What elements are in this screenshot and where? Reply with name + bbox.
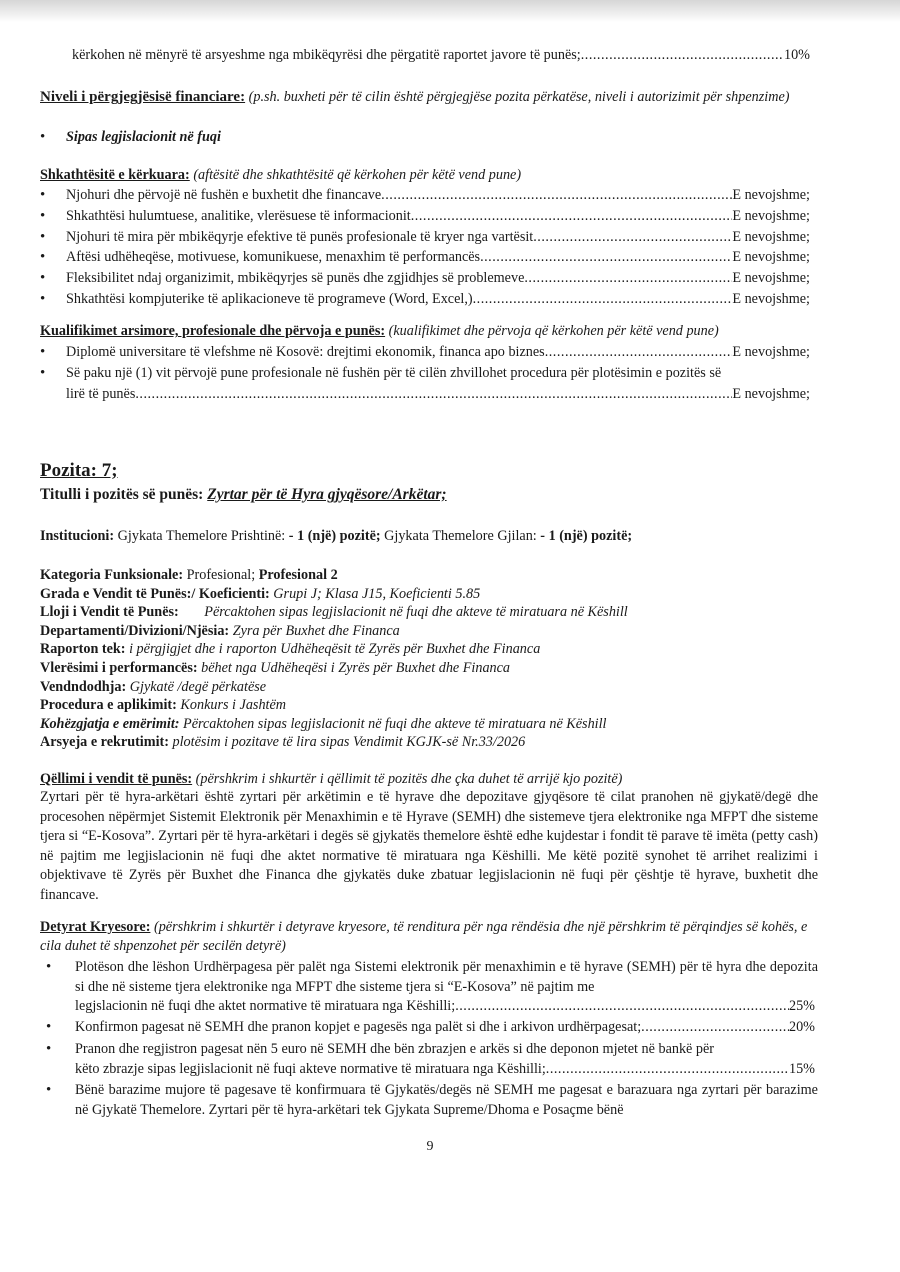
field-row: Lloji i Vendit të Punës: Përcaktohen sipas legjislacionit në fuqi dhe akteve të miratuara në Këshill: [40, 604, 628, 621]
field-row: Procedura e aplikimit: Konkurs i Jashtëm: [40, 697, 287, 714]
qualification-item-2-line2: lirë të punës ..... E nevojshme;: [66, 385, 810, 404]
qualifications-heading-line: [40, 322, 820, 341]
bullet-icon: [40, 207, 58, 226]
field-row: Raporton tek: i përgjigjet dhe i raporton Udhëheqësit të Zyrës për Buxhet dhe Financa: [40, 641, 541, 658]
duty-1-last: legjslacionin në fuqi dhe aktet normative të miratuara nga Këshilli; ..... 25%: [75, 997, 815, 1016]
skills-heading-line: [40, 166, 820, 185]
list-item: • Njohuri dhe përvojë në fushën e buxhetit dhe financave ..... E nevojshme;: [40, 186, 810, 207]
list-item: • Shkathtësi hulumtuese, analitike, vlerësuese të informacionit ..... E nevojshme;: [40, 207, 810, 228]
qualifications-desc: (kualifikimet dhe përvoja që kërkohen për këtë vend pune): [388, 323, 719, 339]
position-title-label: Titulli i pozitës së punës:: [40, 486, 204, 503]
position-title-value: Zyrtar për të Hyra gjyqësore/Arkëtar;: [207, 486, 447, 503]
purpose-heading: Qëllimi i vendit të punës:: [40, 771, 193, 787]
field-row: Vlerësimi i performancës: bëhet nga Udhëheqësi i Zyrës për Buxhet dhe Financa: [40, 659, 511, 676]
list-item: • Shkathtësi kompjuterike të aplikacioneve të programeve (Word, Excel,) ..... E nevojshme;: [40, 290, 810, 311]
duties-heading-line: [40, 918, 820, 957]
position-label: Pozita: 7;: [40, 460, 118, 481]
financial-section: [40, 88, 815, 107]
bullet-icon: [40, 186, 58, 205]
duty-1-text: Plotëson dhe lëshon Urdhërpagesa për palët nga Sistemi elektronik për menaxhimin e të hyrave (SEMH) për të hyra dhe depozita si dhe në sisteme tjera elektronike nga MFPT dhe sisteme tjera si “E-Kosova” në pajtim me: [75, 959, 818, 995]
bullet-icon: [40, 343, 58, 362]
bullet-icon: [40, 269, 58, 288]
duty-4-text: Bënë barazime mujore të pagesave të konfirmuara të Gjykatës/degës në SEMH me pagesat e barazuara nga zyrtari për barazime në Gjykatë Themelore. Zyrtari për të hyra-arkëtari tek Gjykata Supreme/Dhoma e Posaçme bënë: [75, 1082, 818, 1118]
financial-heading: Niveli i përgjegjësisë financiare:: [40, 89, 246, 105]
bullet-icon: [40, 228, 58, 247]
position-fields: [40, 566, 820, 752]
bullet-icon: [40, 248, 58, 267]
duties-desc: (përshkrim i shkurtër i detyrave kryesore, të renditura për nga rëndësia dhe një përshkrim të përqindjes së kohës, e cila duhet të shpenzohet për secilën detyrë): [40, 919, 808, 955]
field-row: Departamenti/Divizioni/Njësia: Zyra për Buxhet dhe Financa: [40, 622, 400, 639]
qualifications-heading: Kualifikimet arsimore, profesionale dhe përvoja e punës:: [40, 323, 386, 339]
qualification-item: Diplomë universitare të vlefshme në Kosovë: drejtimi ekonomik, financa apo biznes ..... E nevojshme;: [66, 343, 810, 362]
bullet-icon: [46, 1081, 64, 1100]
fragment-text: kërkohen në mënyrë të arsyeshme nga mbikëqyrësi dhe përgatitë raportet javore të punës;: [72, 47, 581, 63]
field-row: Arsyeja e rekrutimit: plotësim i pozitave të lira sipas Vendimit KGJK-së Nr.33/2026: [40, 734, 526, 751]
bullet-icon: [40, 128, 58, 147]
qualification-item-2-line1: Së paku një (1) vit përvojë pune profesionale në fushën për të cilën zhvillohet procedura për plotësimin e pozitës së: [66, 365, 722, 381]
position-title-line: [40, 486, 447, 505]
institution-line: Institucioni: Gjykata Themelore Prishtinë: - 1 (një) pozitë; Gjykata Themelore Gjilan: - 1 (një) pozitë;: [40, 528, 633, 544]
purpose-heading-line: [40, 770, 820, 789]
financial-desc: (p.sh. buxheti për të cilin është përgjegjëse pozita përkatëse, niveli i autorizimit për shpenzime): [248, 89, 790, 105]
field-row: Vendndodhja: Gjykatë /degë përkatëse: [40, 678, 267, 695]
bullet-icon: [46, 958, 64, 977]
skills-list: [40, 186, 810, 311]
field-row: Kohëzgjatja e emërimit: Përcaktohen sipas legjislacionit në fuqi dhe akteve të miratuara në Këshill: [40, 715, 607, 732]
field-row: Grada e Vendit të Punës:/ Koeficienti: Grupi J; Klasa J15, Koeficienti 5.85: [40, 585, 481, 602]
bullet-icon: [40, 364, 58, 383]
field-row: Kategoria Funksionale: Profesional; Profesional 2: [40, 567, 338, 583]
skills-desc: (aftësitë dhe shkathtësitë që kërkohen për këtë vend pune): [193, 167, 522, 183]
bullet-icon: [46, 1040, 64, 1059]
duty-2: Konfirmon pagesat në SEMH dhe pranon kopjet e pagesës nga palët si dhe i arkivon urdhërpagesat; ..... 20%: [75, 1018, 815, 1037]
fragment-line: [72, 46, 810, 65]
page-number: 9: [426, 1139, 434, 1154]
scan-top-shadow: [0, 0, 900, 22]
financial-bullet: Sipas legjislacionit në fuqi: [66, 129, 221, 145]
bullet-icon: [46, 1018, 64, 1037]
list-item: • Aftësi udhëheqëse, motivuese, komunikuese, menaxhim të performancës ..... E nevojshme;: [40, 248, 810, 269]
fragment-percent: 10%: [783, 47, 810, 63]
duty-3-text: Pranon dhe regjistron pagesat nën 5 euro në SEMH dhe bën zbrazjen e arkës si dhe deponon mjetet në bankë për: [75, 1041, 715, 1057]
skills-heading: Shkathtësitë e kërkuara:: [40, 167, 190, 183]
purpose-text: Zyrtari për të hyra-arkëtari është zyrtari për arkëtimin e të hyrave dhe depozitave gjyqësore të cilat pranohen në gjykatë/degë dhe procesohen nëpërmjet Sistemit Elektronik për Menaxhimin e të Hyrave (SEMH) dhe sistemeve tjera elektronike nga MFPT dhe sisteme tjera si “E-Kosova”. Zyrtari për të hyra-arkëtari i degës së gjykatës themelore është edhe kujdestar i fondit të parave të imëta (petty cash) në pajtim me legjislacionin në fuqi dhe aktet normative të miratuara nga Këshilli. Me këtë pozitë synohet të arrihet realizimi i objektivave të Zyrës për Buxhet dhe Financa dhe gjykatës duke zbatuar legjislacionin në fuqi për çështje të hyrave, buxhetit dhe financave.: [40, 789, 818, 903]
bullet-icon: [40, 290, 58, 309]
list-item: • Fleksibilitet ndaj organizimit, mbikëqyrjes së punës dhe zgjidhjes së problemeve ..... E nevojshme;: [40, 269, 810, 290]
purpose-desc: (përshkrim i shkurtër i qëllimit të pozitës dhe çka duhet të arrijë kjo pozitë): [195, 771, 623, 787]
list-item: • Njohuri të mira për mbikëqyrje efektive të punës profesionale të kryer nga vartësit ..... E nevojshme;: [40, 228, 810, 249]
duty-3-last: këto zbrazje sipas legjislacionit në fuqi akteve normative të miratuara nga Këshilli; ..... 15%: [75, 1060, 815, 1079]
duties-heading: Detyrat Kryesore:: [40, 919, 151, 935]
